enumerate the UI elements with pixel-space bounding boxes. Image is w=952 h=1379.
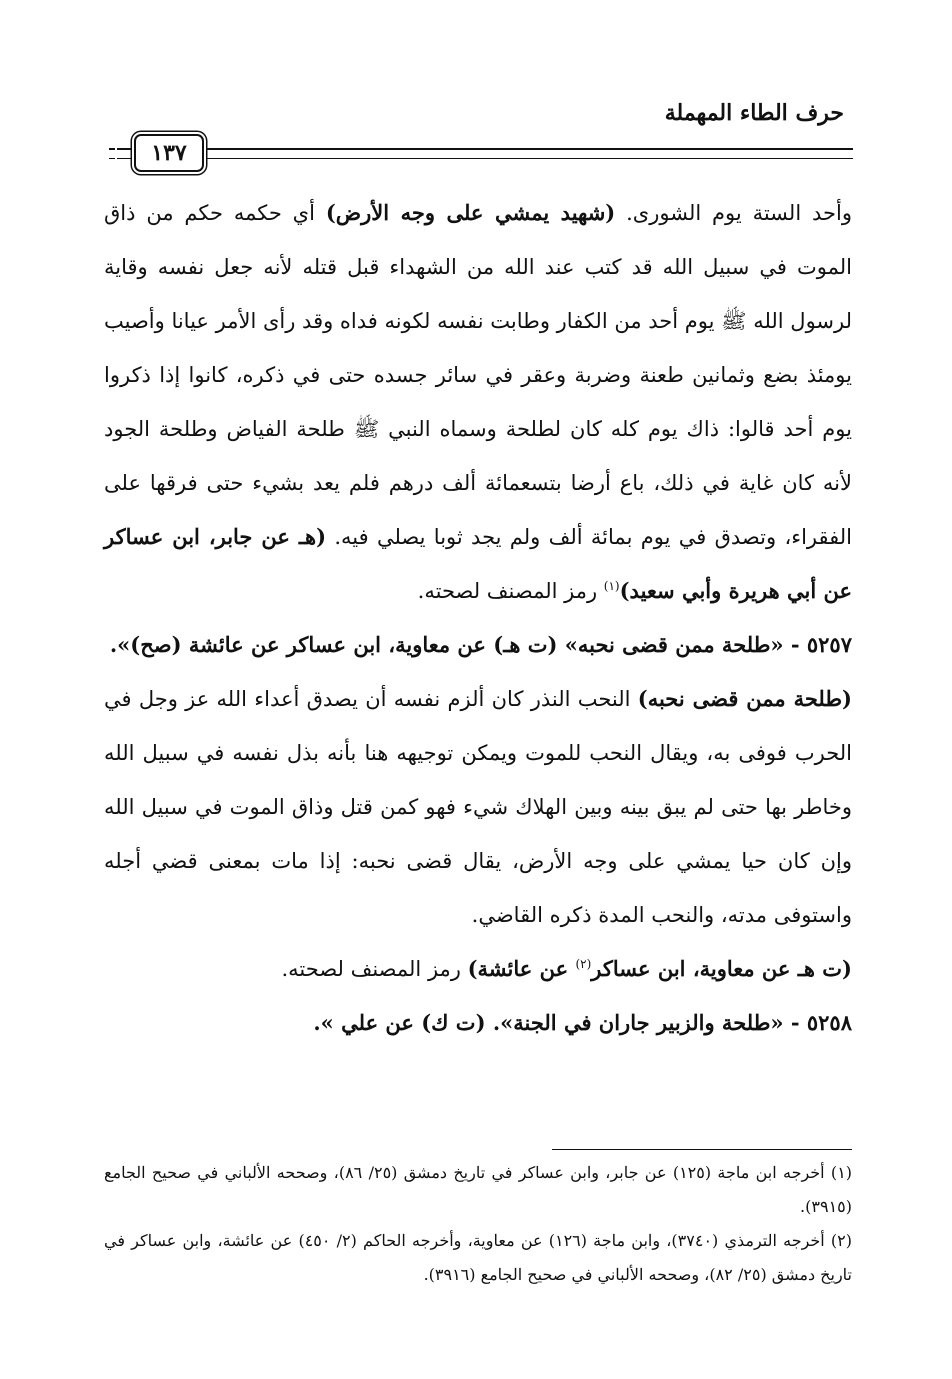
footnote-1: (١) أخرجه ابن ماجة (١٢٥) عن جابر، وابن عساكر في تاريخ دمشق (٢٥/ ٨٦)، وصححه الألباني في صحيح الجامع (٣٩١٥). <box>104 1163 853 1216</box>
paragraph-commentary-2: (طلحة ممن قضى نحبه) النحب النذر كان ألزم نفسه أن يصدق أعداء الله عز وجل في الحرب فوفى به، ويقال النحب للموت ويمكن توجيهه هنا بأنه بذل نفسه في سبيل الله وخاطر بها حتى لم يبق بينه وبين الهلاك شيء فهو كمن قتل وذاق الموت في سبيل الله وإن كان حيا يمشي على وجه الأرض، يقال قضى نحبه: إذا مات بمعنى قضي أجله واستوفى مدته، والنحب المدة ذكره القاضي. <box>104 686 852 927</box>
source-reference: (ت هـ عن معاوية، ابن عساكر <box>591 956 852 981</box>
running-header-title: حرف الطاء المهملة <box>664 100 844 126</box>
footnote-2: (٢) أخرجه الترمذي (٣٧٤٠)، وابن ماجة (١٢٦) عن معاوية، وأخرجه الحاكم (٢/ ٤٥٠) عن عائشة، وابن عساكر في تاريخ دمشق (٢٥/ ٨٢)، وصححه الألباني في صحيح الجامع (٣٩١٦). <box>104 1231 853 1284</box>
footnote-marker-2: (٢) <box>575 957 592 971</box>
header-rule-cap <box>109 148 115 159</box>
footnote-marker-1: (١) <box>603 579 620 593</box>
page-number-box: ١٣٧ <box>134 134 204 172</box>
quoted-phrase: (طلحة ممن قضى نحبه) <box>637 686 852 711</box>
footnotes <box>104 1156 852 1292</box>
footnote-separator <box>552 1149 852 1150</box>
hadith-entry-5257: ٥٢٥٧ - «طلحة ممن قضى نحبه» (ت هـ) عن معاوية، ابن عساكر عن عائشة (صح)». <box>109 632 852 657</box>
main-text <box>104 186 852 1050</box>
source-reference: (هـ عن جابر، ابن عساكر عن أبي هريرة وأبي سعيد) <box>104 524 852 603</box>
hadith-entry-5258: ٥٢٥٨ - «طلحة والزبير جاران في الجنة». (ت ك) عن علي ». <box>313 1010 852 1035</box>
paragraph-source-note: (ت هـ عن معاوية، ابن عساكر$^{(٢)}$ عن عائشة) رمز المصنف لصحته. <box>281 956 852 981</box>
paragraph-commentary-1: وأحد الستة يوم الشورى. (شهيد يمشي على وجه الأرض) أي حكمه حكم من ذاق الموت في سبيل الله قد كتب عند الله من الشهداء قبل قتله لأنه جعل نفسه وقاية لرسول الله ﷺ يوم أحد من الكفار وطابت نفسه لكونه فداه وقد رأى الأمر عيانا وأصيب يومئذ بضع وثمانين طعنة وضربة وعقر في سائر جسده حتى في ذكره، كانوا إذا ذكروا يوم أحد قالوا: ذاك يوم كله كان لطلحة وسماه النبي ﷺ طلحة الفياض وطلحة الجود لأنه كان غاية في ذلك، باع أرضا بتسعمائة ألف درهم فلم يعد بشيء حتى فرقها على الفقراء، وتصدق في يوم بمائة ألف ولم يجد ثوبا يصلي فيه. (هـ عن جابر، ابن عساكر عن أبي هريرة وأبي سعيد)$^{(١)}$ رمز المصنف لصحته. <box>104 200 852 603</box>
quoted-phrase: (شهيد يمشي على وجه الأرض) <box>325 200 616 225</box>
header-double-rule <box>117 148 853 159</box>
